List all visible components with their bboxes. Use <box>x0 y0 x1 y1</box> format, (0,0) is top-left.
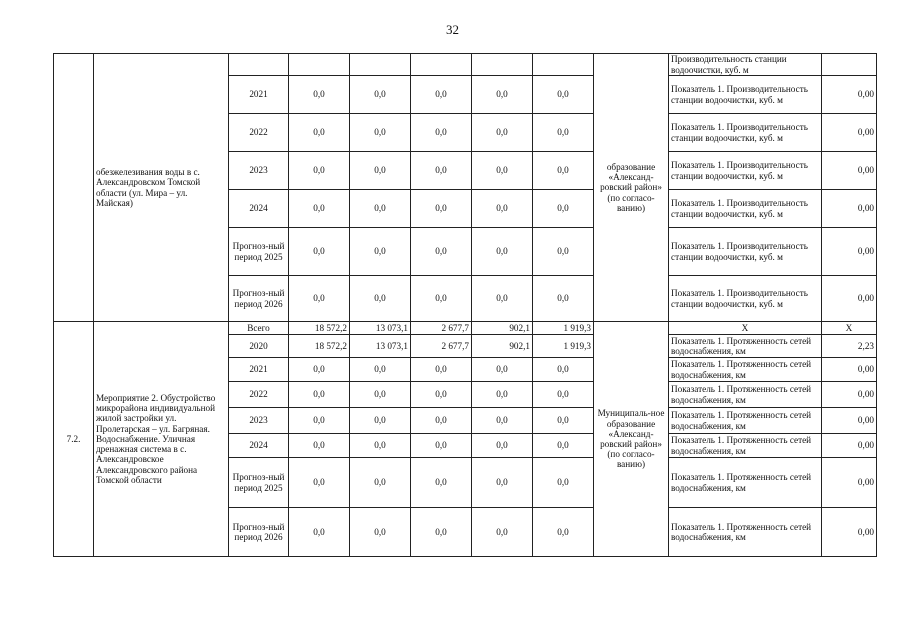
amount-cell: 0,0 <box>411 382 472 408</box>
amount-cell: 0,0 <box>350 76 411 114</box>
amount-cell: 0,0 <box>411 114 472 152</box>
amount-cell: 0,0 <box>350 190 411 228</box>
amount-cell: 0,0 <box>472 508 533 557</box>
amount-cell: 0,0 <box>289 434 350 458</box>
amount-cell: 0,0 <box>533 276 594 322</box>
indicator-value: 0,00 <box>822 152 877 190</box>
page-number: 32 <box>446 22 459 37</box>
amount-cell: 0,0 <box>289 382 350 408</box>
amount-cell: 2 677,7 <box>411 335 472 358</box>
indicator-value: Х <box>822 322 877 335</box>
amount-cell: 0,0 <box>289 358 350 382</box>
indicator-value: 2,23 <box>822 335 877 358</box>
amount-cell: 0,0 <box>411 190 472 228</box>
indicator-cell: Показатель 1. Производительность станции водоочистки, куб. м <box>669 276 822 322</box>
amount-cell: 0,0 <box>472 408 533 434</box>
indicator-value: 0,00 <box>822 434 877 458</box>
indicator-cell: Показатель 1. Производительность станции водоочистки, куб. м <box>669 228 822 276</box>
amount-cell: 0,0 <box>472 358 533 382</box>
indicator-cell: Показатель 1. Протяженность сетей водоснабжения, км <box>669 408 822 434</box>
amount-cell: 0,0 <box>411 152 472 190</box>
year-cell: 2022 <box>229 382 289 408</box>
indicator-cell: Производительность станции водоочистки, куб. м <box>669 54 822 76</box>
amount-cell: 0,0 <box>533 458 594 508</box>
amount-cell: 0,0 <box>472 228 533 276</box>
amount-cell: 0,0 <box>411 458 472 508</box>
executor-cell: образование «Александ-ровский район» (по согласо-ванию) <box>594 54 669 322</box>
program-table <box>53 53 877 557</box>
amount-cell: 0,0 <box>533 358 594 382</box>
year-cell: 2023 <box>229 152 289 190</box>
indicator-cell: Показатель 1. Протяженность сетей водоснабжения, км <box>669 335 822 358</box>
indicator-cell: Показатель 1. Протяженность сетей водоснабжения, км <box>669 458 822 508</box>
indicator-cell: Х <box>669 322 822 335</box>
year-cell: Прогноз-ный период 2025 <box>229 228 289 276</box>
indicator-value: 0,00 <box>822 408 877 434</box>
amount-cell: 18 572,2 <box>289 335 350 358</box>
amount-cell: 0,0 <box>472 76 533 114</box>
indicator-cell: Показатель 1. Протяженность сетей водоснабжения, км <box>669 382 822 408</box>
indicator-value: 0,00 <box>822 382 877 408</box>
executor-cell: Муниципаль-ное образование «Александ-ровский район» (по согласо-ванию) <box>594 322 669 557</box>
year-cell: Прогноз-ный период 2025 <box>229 458 289 508</box>
indicator-cell: Показатель 1. Производительность станции водоочистки, куб. м <box>669 152 822 190</box>
amount-cell: 0,0 <box>533 408 594 434</box>
amount-cell: 0,0 <box>289 114 350 152</box>
amount-cell: 0,0 <box>289 276 350 322</box>
row-number: 7.2. <box>54 322 94 557</box>
amount-cell: 0,0 <box>411 434 472 458</box>
amount-cell: 0,0 <box>472 152 533 190</box>
amount-cell: 0,0 <box>350 382 411 408</box>
amount-cell: 0,0 <box>533 434 594 458</box>
amount-cell: 2 677,7 <box>411 322 472 335</box>
amount-cell: 0,0 <box>350 508 411 557</box>
amount-cell: 0,0 <box>289 190 350 228</box>
amount-cell: 0,0 <box>472 434 533 458</box>
amount-cell: 0,0 <box>533 114 594 152</box>
amount-cell: 0,0 <box>472 114 533 152</box>
year-cell: Всего <box>229 322 289 335</box>
amount-cell: 0,0 <box>411 76 472 114</box>
amount-cell: 902,1 <box>472 322 533 335</box>
amount-cell: 0,0 <box>411 228 472 276</box>
amount-cell: 0,0 <box>350 408 411 434</box>
indicator-value: 0,00 <box>822 458 877 508</box>
indicator-value: 0,00 <box>822 508 877 557</box>
amount-cell: 0,0 <box>350 358 411 382</box>
amount-cell: 1 919,3 <box>533 335 594 358</box>
indicator-value: 0,00 <box>822 190 877 228</box>
amount-cell: 0,0 <box>411 408 472 434</box>
amount-cell: 18 572,2 <box>289 322 350 335</box>
amount-cell: 0,0 <box>533 508 594 557</box>
amount-cell: 0,0 <box>533 76 594 114</box>
year-cell: Прогноз-ный период 2026 <box>229 276 289 322</box>
amount-cell: 0,0 <box>411 358 472 382</box>
amount-cell: 0,0 <box>533 190 594 228</box>
amount-cell: 902,1 <box>472 335 533 358</box>
amount-cell: 0,0 <box>289 408 350 434</box>
indicator-cell: Показатель 1. Производительность станции водоочистки, куб. м <box>669 190 822 228</box>
indicator-cell: Показатель 1. Протяженность сетей водоснабжения, км <box>669 508 822 557</box>
indicator-value: 0,00 <box>822 358 877 382</box>
indicator-cell: Показатель 1. Протяженность сетей водоснабжения, км <box>669 434 822 458</box>
amount-cell: 0,0 <box>533 382 594 408</box>
amount-cell: 0,0 <box>289 152 350 190</box>
amount-cell: 0,0 <box>289 76 350 114</box>
amount-cell: 13 073,1 <box>350 335 411 358</box>
year-cell: 2023 <box>229 408 289 434</box>
table-row <box>54 54 877 76</box>
amount-cell: 0,0 <box>350 434 411 458</box>
indicator-value: 0,00 <box>822 228 877 276</box>
year-cell: 2021 <box>229 76 289 114</box>
indicator-value: 0,00 <box>822 114 877 152</box>
amount-cell: 0,0 <box>533 152 594 190</box>
indicator-cell: Показатель 1. Протяженность сетей водоснабжения, км <box>669 358 822 382</box>
indicator-value: 0,00 <box>822 276 877 322</box>
year-cell: 2020 <box>229 335 289 358</box>
year-cell: Прогноз-ный период 2026 <box>229 508 289 557</box>
amount-cell: 1 919,3 <box>533 322 594 335</box>
amount-cell: 0,0 <box>411 276 472 322</box>
year-cell: 2021 <box>229 358 289 382</box>
indicator-cell: Показатель 1. Производительность станции водоочистки, куб. м <box>669 76 822 114</box>
indicator-value: 0,00 <box>822 76 877 114</box>
amount-cell: 0,0 <box>350 114 411 152</box>
row-number <box>54 54 94 322</box>
year-cell: 2024 <box>229 190 289 228</box>
amount-cell: 0,0 <box>350 228 411 276</box>
amount-cell: 0,0 <box>472 190 533 228</box>
amount-cell: 0,0 <box>472 458 533 508</box>
measure-name: обезжелезивания воды в с. Александровском Томской области (ул. Мира – ул. Майская) <box>94 54 229 322</box>
amount-cell: 0,0 <box>289 508 350 557</box>
table-row <box>54 322 877 335</box>
indicator-cell: Показатель 1. Производительность станции водоочистки, куб. м <box>669 114 822 152</box>
amount-cell: 0,0 <box>533 228 594 276</box>
amount-cell: 0,0 <box>289 228 350 276</box>
amount-cell: 0,0 <box>472 382 533 408</box>
amount-cell: 0,0 <box>411 508 472 557</box>
amount-cell: 0,0 <box>472 276 533 322</box>
amount-cell: 0,0 <box>350 152 411 190</box>
year-cell: 2022 <box>229 114 289 152</box>
amount-cell: 0,0 <box>289 458 350 508</box>
amount-cell: 0,0 <box>350 276 411 322</box>
year-cell: 2024 <box>229 434 289 458</box>
amount-cell: 0,0 <box>350 458 411 508</box>
measure-name: Мероприятие 2. Обустройство микрорайона индивидуальной жилой застройки ул. Пролетарская – ул. Багряная. Водоснабжение. Уличная дренажная система в с. Александровское Александровского района Томской области <box>94 322 229 557</box>
amount-cell: 13 073,1 <box>350 322 411 335</box>
